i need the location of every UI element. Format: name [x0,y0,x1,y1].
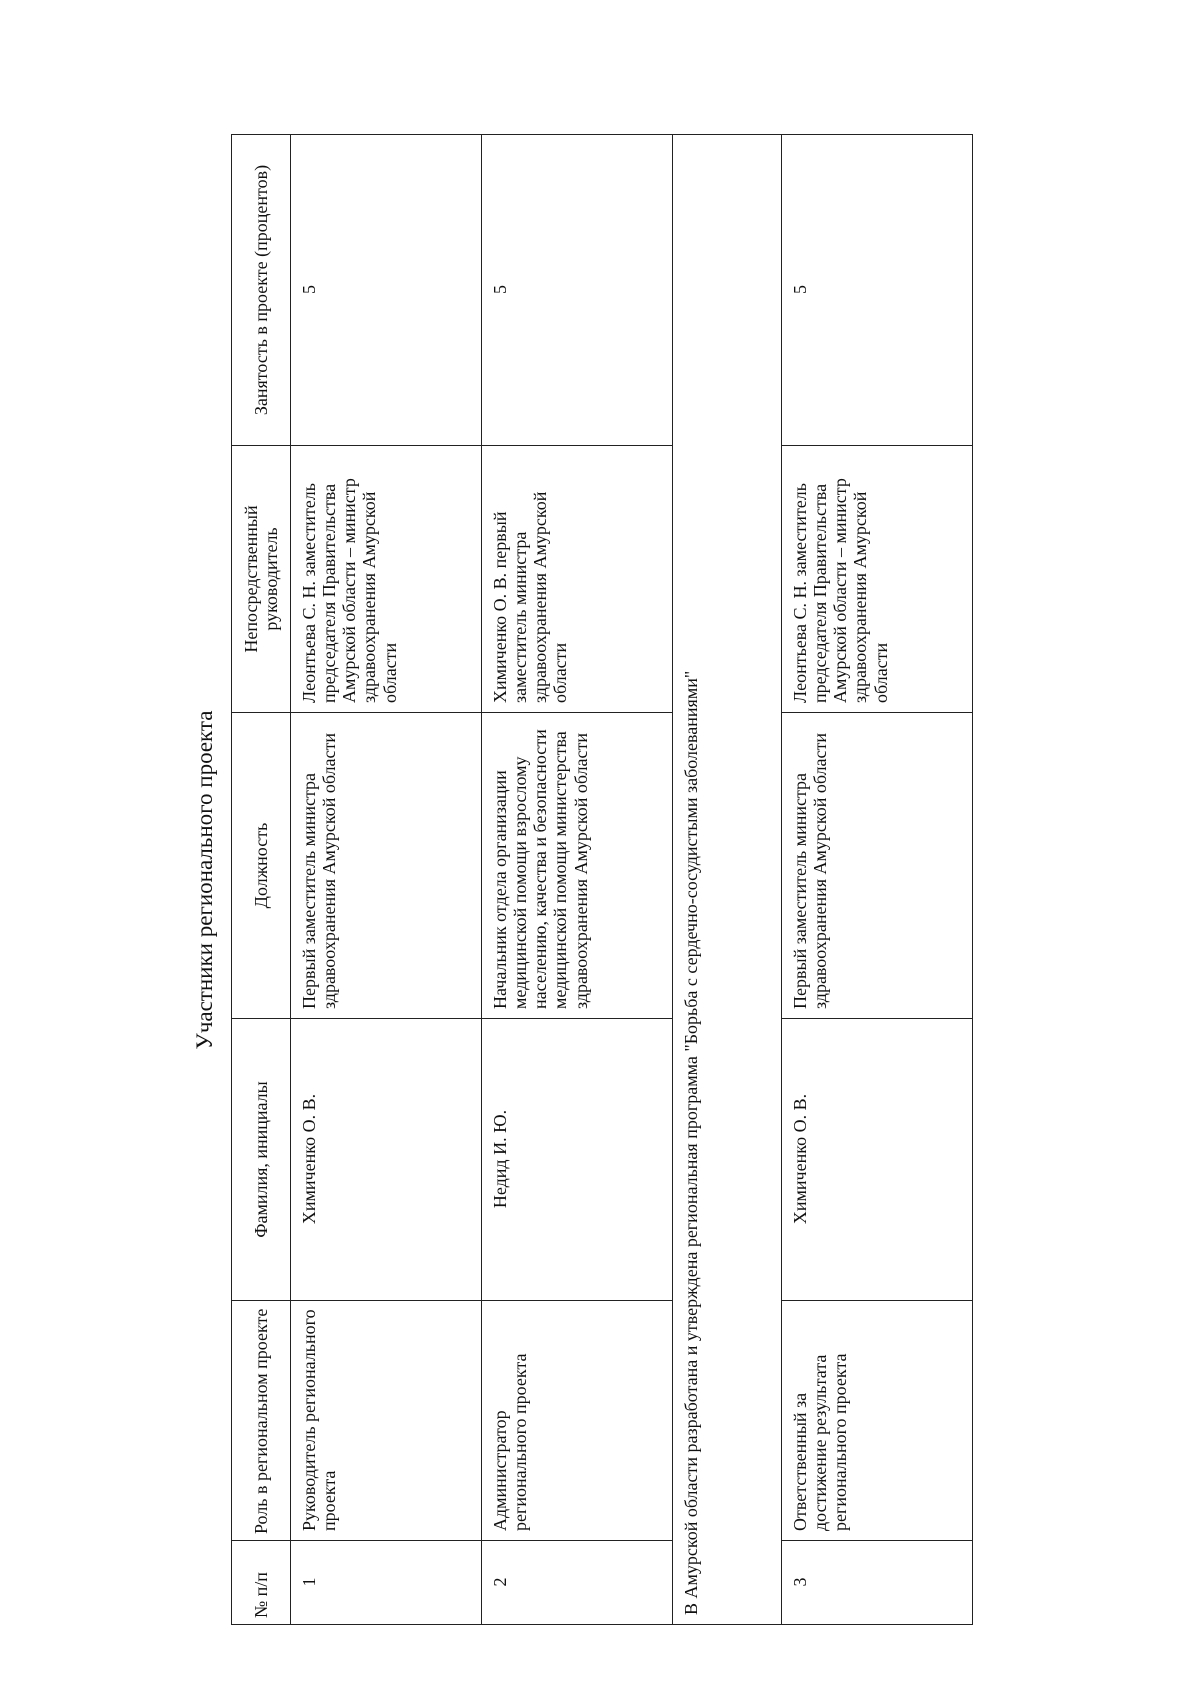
cell-role: Администратор регионального проекта [482,1301,673,1541]
section-note-row [673,135,782,1625]
cell-manager: Химиченко О. В. первый заместитель министра здравоохранения Амурской области [482,446,673,713]
cell-name: Химиченко О. В. [291,1019,482,1301]
header-manager: Непосредственный руководитель [232,446,291,713]
page-title: Участники регионального проекта [192,710,217,1050]
rotated-document-page [185,135,1035,1625]
header-name: Фамилия, инициалы [232,1019,291,1301]
header-employment: Занятость в проекте (процентов) [232,135,291,446]
cell-manager: Леонтьева С. Н. заместитель председателя Правительства Амурской области – министр здравоохранения Амурской области [782,446,973,713]
section-note: В Амурской области разработана и утверждена региональная программа "Борьба с сердечно-сосудистыми заболеваниями" [673,135,782,1625]
cell-position: Начальник отдела организации медицинской помощи взрослому населению, качества и безопасности медицинской помощи министерства здравоохранения Амурской области [482,713,673,1019]
cell-position: Первый заместитель министра здравоохранения Амурской области [782,713,973,1019]
cell-num: 2 [482,1541,673,1625]
table-row [291,135,482,1625]
header-num: № п/п [232,1541,291,1625]
cell-role: Ответственный за достижение результата регионального проекта [782,1301,973,1541]
cell-manager: Леонтьева С. Н. заместитель председателя Правительства Амурской области – министр здравоохранения Амурской области [291,446,482,713]
cell-num: 1 [291,1541,482,1625]
cell-num: 3 [782,1541,973,1625]
cell-role: Руководитель регионального проекта [291,1301,482,1541]
table-header-row [232,135,291,1625]
cell-employment: 5 [291,135,482,446]
cell-employment: 5 [782,135,973,446]
table-row [782,135,973,1625]
header-role: Роль в региональном проекте [232,1301,291,1541]
header-position: Должность [232,713,291,1019]
participants-table [231,134,973,1625]
cell-employment: 5 [482,135,673,446]
cell-name: Недид И. Ю. [482,1019,673,1301]
cell-position: Первый заместитель министра здравоохранения Амурской области [291,713,482,1019]
cell-name: Химиченко О. В. [782,1019,973,1301]
table-row [482,135,673,1625]
